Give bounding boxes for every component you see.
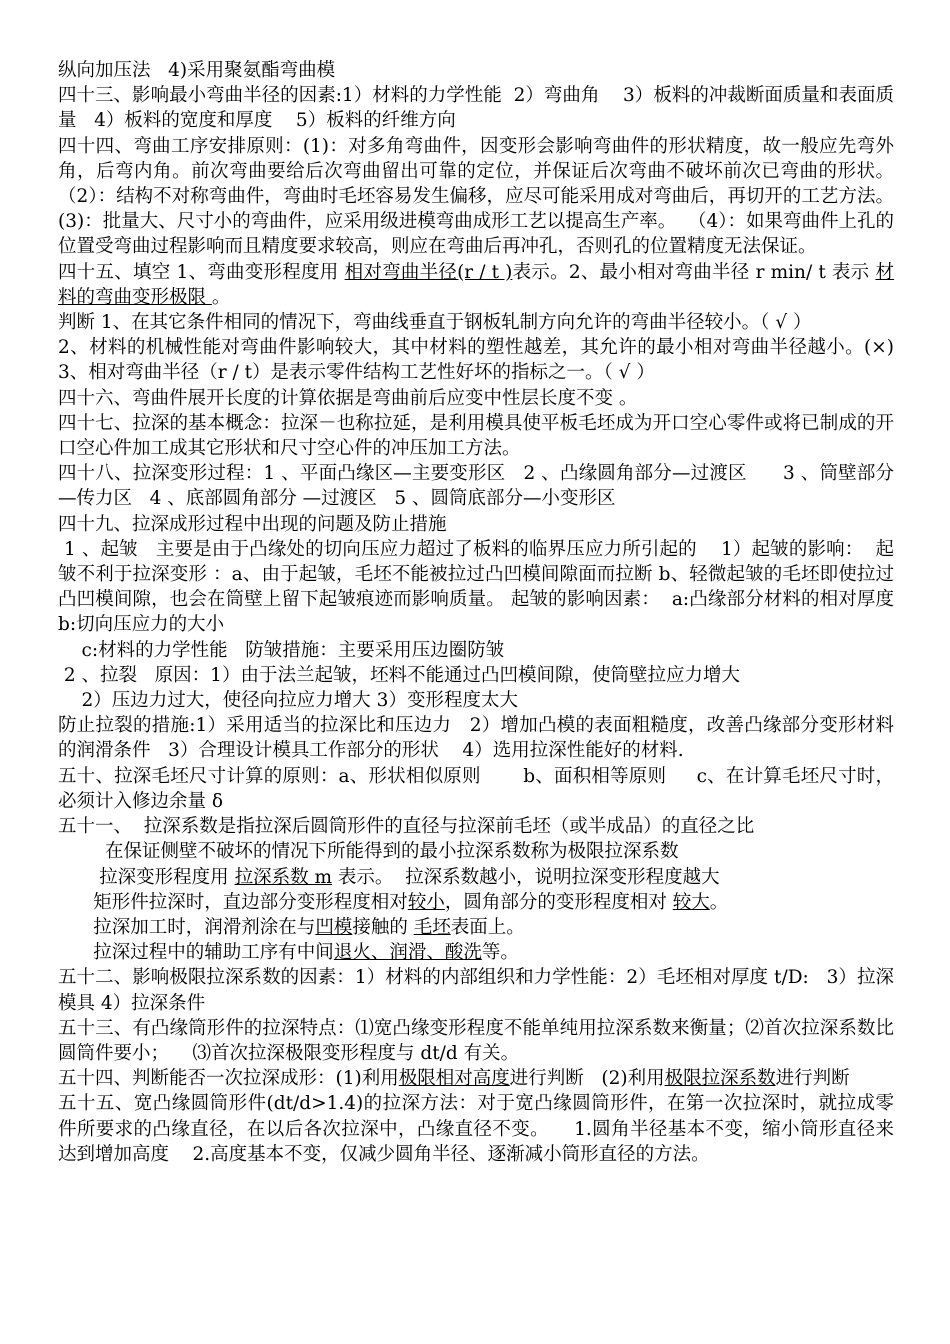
- paragraph: [58, 134, 894, 260]
- text-run: 。: [211, 286, 231, 308]
- text-run: 表示。2、最小相对弯曲半径 r min/ t 表示: [512, 261, 876, 283]
- text-run: 五十、拉深毛坯尺寸计算的原则：a、形状相似原则 b、面积相等原则 c、在计算毛坯尺寸时，必须计入修边余量 δ: [58, 765, 894, 812]
- paragraph: [58, 1066, 894, 1091]
- paragraph: [58, 461, 894, 511]
- text-run: 拉深加工时，润滑剂涂在与: [58, 916, 316, 938]
- paragraph: [58, 814, 894, 839]
- paragraph: [58, 335, 900, 385]
- underlined-answer: 毛坯: [413, 916, 451, 938]
- paragraph: [58, 890, 894, 915]
- text-run: 进行判断 (2)利用: [509, 1068, 665, 1090]
- text-run: 进行判断: [775, 1068, 850, 1090]
- text-run: 防止拉裂的措施:1）采用适当的拉深比和压边力 2）增加凸模的表面粗糙度，改善凸缘部分变形材料的润滑条件 3）合理设计模具工作部分的形状 4）选用拉深性能好的材料.: [58, 715, 894, 762]
- paragraph: [58, 386, 894, 411]
- underlined-answer: 凹模: [315, 916, 353, 938]
- paragraph: [58, 411, 894, 461]
- paragraph: [58, 83, 894, 133]
- text-run: 五十三、有凸缘筒形件的拉深特点：⑴宽凸缘变形程度不能单纯用拉深系数来衡量；⑵首次拉深系数比圆筒件要小； ⑶首次拉深极限变形程度与 dt/d 有关。: [58, 1017, 894, 1064]
- text-run: 四十四、弯曲工序安排原则：(1)：对多角弯曲件，因变形会影响弯曲件的形状精度，故一般应先弯外角，后弯内角。前次弯曲要给后次弯曲留出可靠的定位，并保证后次弯曲不破坏前次已弯曲的形状。（2）：结构不对称弯曲件，弯曲时毛坯容易发生偏移，应尽可能采用成对弯曲后，再切开的工艺方法。(3)：批量大、尺寸小的弯曲件，应采用级进模弯曲成形工艺以提高生产率。 （4）：如果弯曲件上孔的位置受弯曲过程影响而且精度要求较高，则应在弯曲后再冲孔，否则孔的位置精度无法保证。: [58, 135, 894, 258]
- paragraph: [58, 1091, 894, 1167]
- text-run: 。: [709, 891, 729, 913]
- paragraph: [58, 638, 894, 663]
- paragraph: [58, 940, 894, 965]
- paragraph: [58, 965, 894, 1015]
- underlined-answer: 退火、润滑、酸洗: [333, 942, 482, 964]
- text-run: 表示。 拉深系数越小，说明拉深变形程度越大: [332, 866, 720, 888]
- text-run: 矩形件拉深时，直边部分变形程度相对: [58, 891, 408, 913]
- text-run: 1 、起皱 主要是由于凸缘处的切向压应力超过了板料的临界压应力所引起的 1）起皱的影响： 起皱不利于拉深变形 ：a、由于起皱，毛坯不能被拉过凸凹模间隙面而拉断 b、轻微起皱的毛坯即使拉过凸凹模间隙，也会在筒壁上留下起皱痕迹而影响质量。 起皱的影响因素： a:凸缘部分材料的相对厚度 b:切向压应力的大小: [58, 538, 912, 636]
- paragraph: [58, 1016, 894, 1066]
- paragraph: [58, 58, 894, 83]
- paragraph: [58, 865, 894, 890]
- text-run: ，圆角部分的变形程度相对: [444, 891, 673, 913]
- text-run: 四十五、填空 1、弯曲变形程度用: [58, 261, 345, 283]
- text-run: 五十二、影响极限拉深系数的因素：1）材料的内部组织和力学性能：2）毛坯相对厚度 t/D: 3）拉深模具 4）拉深条件: [58, 967, 894, 1014]
- underlined-answer: 极限拉深系数: [664, 1068, 776, 1090]
- paragraph: [58, 713, 894, 763]
- underlined-answer: 较小: [407, 891, 445, 913]
- text-run: 拉深变形程度用: [58, 866, 235, 888]
- text-run: 五十四、判断能否一次拉深成形：(1)利用: [58, 1068, 399, 1090]
- text-run: 在保证侧壁不破坏的情况下所能得到的最小拉深系数称为极限拉深系数: [58, 841, 679, 863]
- text-run: 五十五、宽凸缘圆筒形件(dt/d>1.4)的拉深方法：对于宽凸缘圆筒形件，在第一次拉深时，就拉成零件所要求的凸缘直径，在以后各次拉深中，凸缘直径不变。 1.圆角半径基本不变，缩小筒形直径来达到增加高度 2.高度基本不变，仅减少圆角半径、逐渐减小筒形直径的方法。: [58, 1093, 894, 1165]
- paragraph: [58, 915, 894, 940]
- paragraph: [58, 537, 912, 638]
- text-run: 等。: [481, 942, 519, 964]
- underlined-answer: 拉深系数 m: [234, 866, 332, 888]
- document-body: [58, 58, 912, 1167]
- text-run: 2 、拉裂 原因：1）由于法兰起皱，坯料不能通过凸凹模间隙，使筒壁拉应力增大: [58, 664, 740, 686]
- text-run: 五十一、 拉深系数是指拉深后圆筒形件的直径与拉深前毛坯（或半成品）的直径之比: [58, 816, 755, 838]
- underlined-answer: 极限相对高度: [398, 1068, 510, 1090]
- underlined-answer: 较大: [672, 891, 710, 913]
- text-run: 四十七、拉深的基本概念：拉深－也称拉延，是利用模具使平板毛坯成为开口空心零件或将已制成的开口空心件加工成其它形状和尺寸空心件的冲压加工方法。: [58, 412, 894, 460]
- text-run: 纵向加压法 4)采用聚氨酯弯曲模: [58, 60, 336, 81]
- text-run: 四十九、拉深成形过程中出现的问题及防止措施: [58, 513, 447, 535]
- paragraph: [58, 764, 894, 814]
- text-run: 接触的: [352, 916, 414, 938]
- text-run: c:材料的力学性能 防皱措施：主要采用压边圈防皱: [58, 639, 505, 661]
- text-run: 拉深过程中的辅助工序有中间: [58, 942, 334, 964]
- text-run: 2）压边力过大，使径向拉应力增大 3）变形程度太大: [58, 690, 518, 712]
- paragraph: [58, 512, 894, 537]
- underlined-answer: 材料的弯曲变形极限: [58, 261, 894, 308]
- text-run: 判断 1、在其它条件相同的情况下，弯曲线垂直于钢板轧制方向允许的弯曲半径较小。（ √ ）: [58, 312, 812, 334]
- paragraph: [58, 663, 894, 688]
- paragraph: [58, 839, 894, 864]
- text-run: 2、材料的机械性能对弯曲件影响较大，其中材料的塑性越差，其允许的最小相对弯曲半径越小。(×) 3、相对弯曲半径（r / t）是表示零件结构工艺性好坏的指标之一。（ √ ）: [58, 337, 900, 384]
- text-run: 四十六、弯曲件展开长度的计算依据是弯曲前后应变中性层长度不变 。: [58, 387, 638, 409]
- paragraph: [58, 260, 894, 310]
- paragraph: [58, 688, 894, 713]
- text-run: 四十三、影响最小弯曲半径的因素:1）材料的力学性能 2）弯曲角 3）板料的冲裁断面质量和表面质量 4）板料的宽度和厚度 5）板料的纤维方向: [58, 85, 894, 132]
- text-run: 四十八、拉深变形过程：1 、平面凸缘区—主要变形区 2 、凸缘圆角部分—过渡区 3 、筒壁部分—传力区 4 、底部圆角部分 —过渡区 5 、圆筒底部分—小变形区: [58, 463, 894, 510]
- underlined-answer: 相对弯曲半径(r / t ): [344, 261, 513, 283]
- text-run: 表面上。: [450, 916, 525, 938]
- paragraph: [58, 310, 894, 335]
